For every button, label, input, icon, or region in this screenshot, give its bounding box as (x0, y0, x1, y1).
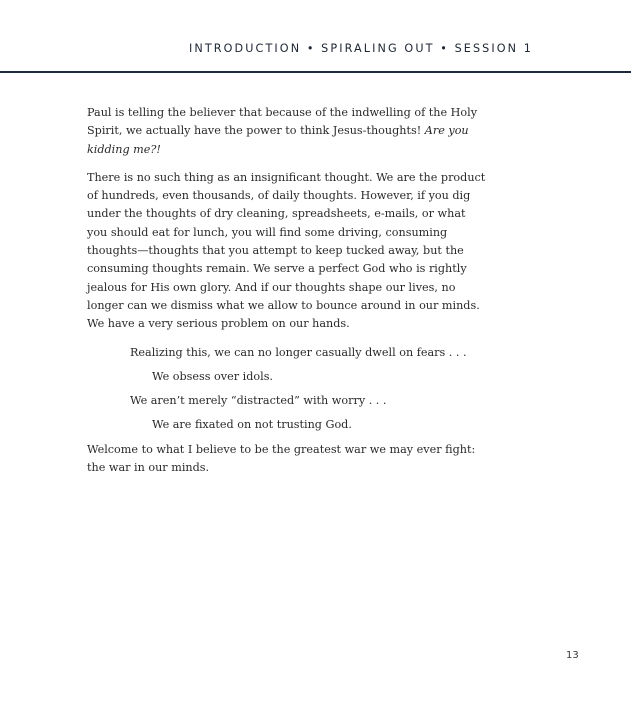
indented-response-1: We obsess over idols. (152, 369, 273, 383)
indented-response-2: We are fixated on not trusting God. (152, 418, 352, 432)
page-body (87, 104, 487, 487)
header-rule (0, 71, 631, 73)
running-head: INTRODUCTION • SPIRALING OUT • SESSION 1 (188, 42, 533, 55)
paragraph-1-emphasis: Are you kidding me?! (87, 124, 469, 156)
indented-line-2: We aren’t merely “distracted” with worry . . . (130, 394, 387, 408)
paragraph-2: There is no such thing as an insignificant thought. We are the product of hundreds, even thousands, of daily thoughts. However, if you dig under the thoughts of dry cleaning, spreadsheets, e-mails, or what you should eat for lunch, you will find some driving, consuming thoughts—thoughts that you attempt to keep tucked away, but the consuming thoughts remain. We serve a perfect God who is rightly jealous for His own glory. And if our thoughts shape our lives, no longer can we dismiss what we allow to bounce around in our minds. We have a very serious problem on our hands. (87, 170, 486, 331)
paragraph-1 (87, 104, 487, 159)
paragraph-1-text: Paul is telling the believer that because of the indwelling of the Holy Spirit, we actually have the power to think Jesus-thoughts! (87, 106, 478, 138)
page-number: 13 (566, 650, 579, 661)
paragraph-3: Welcome to what I believe to be the greatest war we may ever fight: the war in our minds. (87, 442, 476, 475)
indented-line-1: Realizing this, we can no longer casually dwell on fears . . . (130, 345, 467, 359)
